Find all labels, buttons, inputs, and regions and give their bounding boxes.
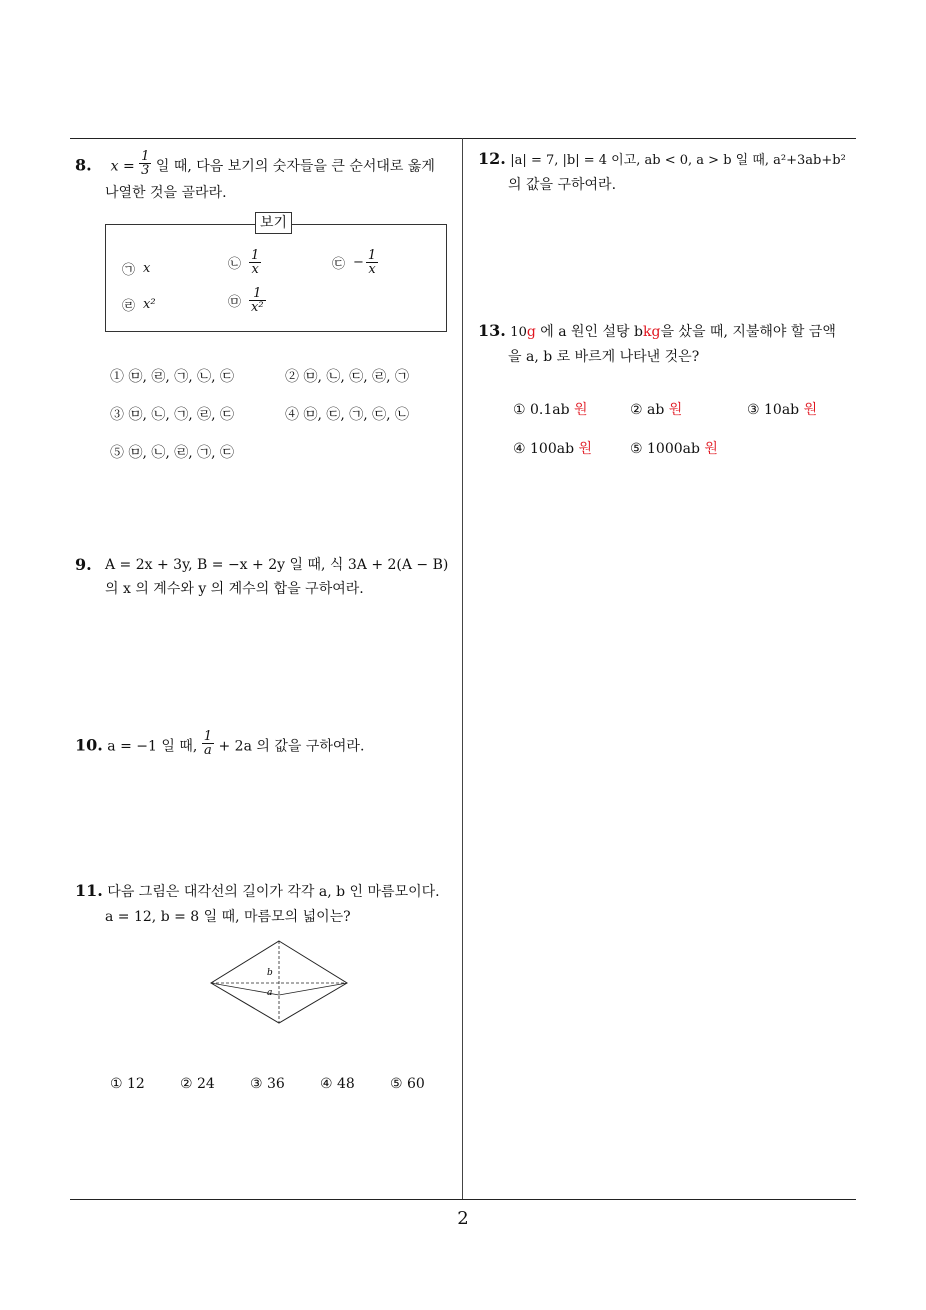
choice-4[interactable]: ④ ㉤, ㉢, ㉠, ㉢, ㉡ (285, 407, 410, 423)
question-text: |a| = 7, |b| = 4 이고, ab < 0, a > b 일 때, a²+3ab+b² (510, 153, 846, 168)
choice-2[interactable]: ② 24 (180, 1076, 215, 1092)
bogi-item-e: ㉤ $\frac{1}{\text{x²}}$ (228, 286, 264, 315)
question-text: 의 x 의 계수와 y 의 계수의 합을 구하여라. (105, 581, 364, 597)
choice-2[interactable]: ② ㉤, ㉡, ㉢, ㉣, ㉠ (285, 369, 410, 385)
choice-1[interactable]: ① ㉤, ㉣, ㉠, ㉡, ㉢ (110, 369, 235, 385)
choice-1[interactable]: ① 12 (110, 1076, 145, 1092)
fraction: $\frac{1}{a}$ (203, 729, 213, 758)
question-text: a = −1 일 때, (107, 738, 198, 755)
question-number: 8. (75, 155, 92, 175)
top-rule (70, 138, 856, 139)
choice-4[interactable]: ④ 48 (320, 1076, 355, 1092)
unit-gram: g (526, 324, 536, 340)
question-text: 나열한 것을 골라라. (105, 185, 227, 201)
question-text: 의 값을 구하여라. (508, 177, 617, 193)
choice-2[interactable]: ② ab 원 (630, 402, 683, 418)
question-text: 을 a, b 로 바르게 나타낸 것은? (508, 349, 700, 365)
question-text: 다음 그림은 대각선의 길이가 각각 a, b 인 마름모이다. (107, 884, 440, 900)
page-number: 2 (457, 1208, 469, 1229)
bogi-item-a: ㉠ x (122, 261, 151, 278)
choice-5[interactable]: ⑤ ㉤, ㉡, ㉣, ㉠, ㉢ (110, 445, 235, 461)
choice-1[interactable]: ① 0.1ab 원 (513, 402, 588, 418)
bogi-item-c: ㉢ − $\frac{1}{x}$ (332, 248, 377, 277)
choice-3[interactable]: ③ 36 (250, 1076, 285, 1092)
question-number: 12. (478, 149, 506, 168)
question-text: A = 2x + 3y, B = −x + 2y 일 때, 식 3A + 2(A − B) (105, 557, 449, 573)
question-math: x = (110, 158, 135, 175)
choice-3[interactable]: ③ ㉤, ㉡, ㉠, ㉣, ㉢ (110, 407, 235, 423)
fraction: $\frac{1}{3}$ (141, 149, 150, 178)
label-a: a (267, 988, 273, 998)
bogi-item-d: ㉣ x² (122, 297, 156, 314)
column-divider (462, 138, 463, 1199)
question-text: 일 때, 다음 보기의 숫자들을 큰 순서대로 옳게 (155, 158, 435, 175)
bogi-title: 보기 (255, 212, 292, 234)
bottom-rule (70, 1199, 856, 1200)
rhombus-figure (205, 935, 355, 1030)
choice-5[interactable]: ⑤ 1000ab 원 (630, 441, 718, 457)
bogi-box (105, 224, 447, 332)
question-number: 10. (75, 735, 103, 755)
question-text: + 2a 의 값을 구하여라. (218, 738, 365, 755)
choice-5[interactable]: ⑤ 60 (390, 1076, 425, 1092)
question-number: 13. (478, 321, 506, 340)
bogi-item-b: ㉡ $\frac{1}{x}$ (228, 248, 260, 277)
question-number: 11. (75, 881, 103, 900)
unit-kilogram: kg (643, 324, 661, 340)
choice-3[interactable]: ③ 10ab 원 (747, 402, 818, 418)
question-number: 9. (75, 555, 92, 574)
choice-4[interactable]: ④ 100ab 원 (513, 441, 593, 457)
label-b: b (267, 968, 273, 978)
question-text: a = 12, b = 8 일 때, 마름모의 넓이는? (105, 909, 351, 925)
